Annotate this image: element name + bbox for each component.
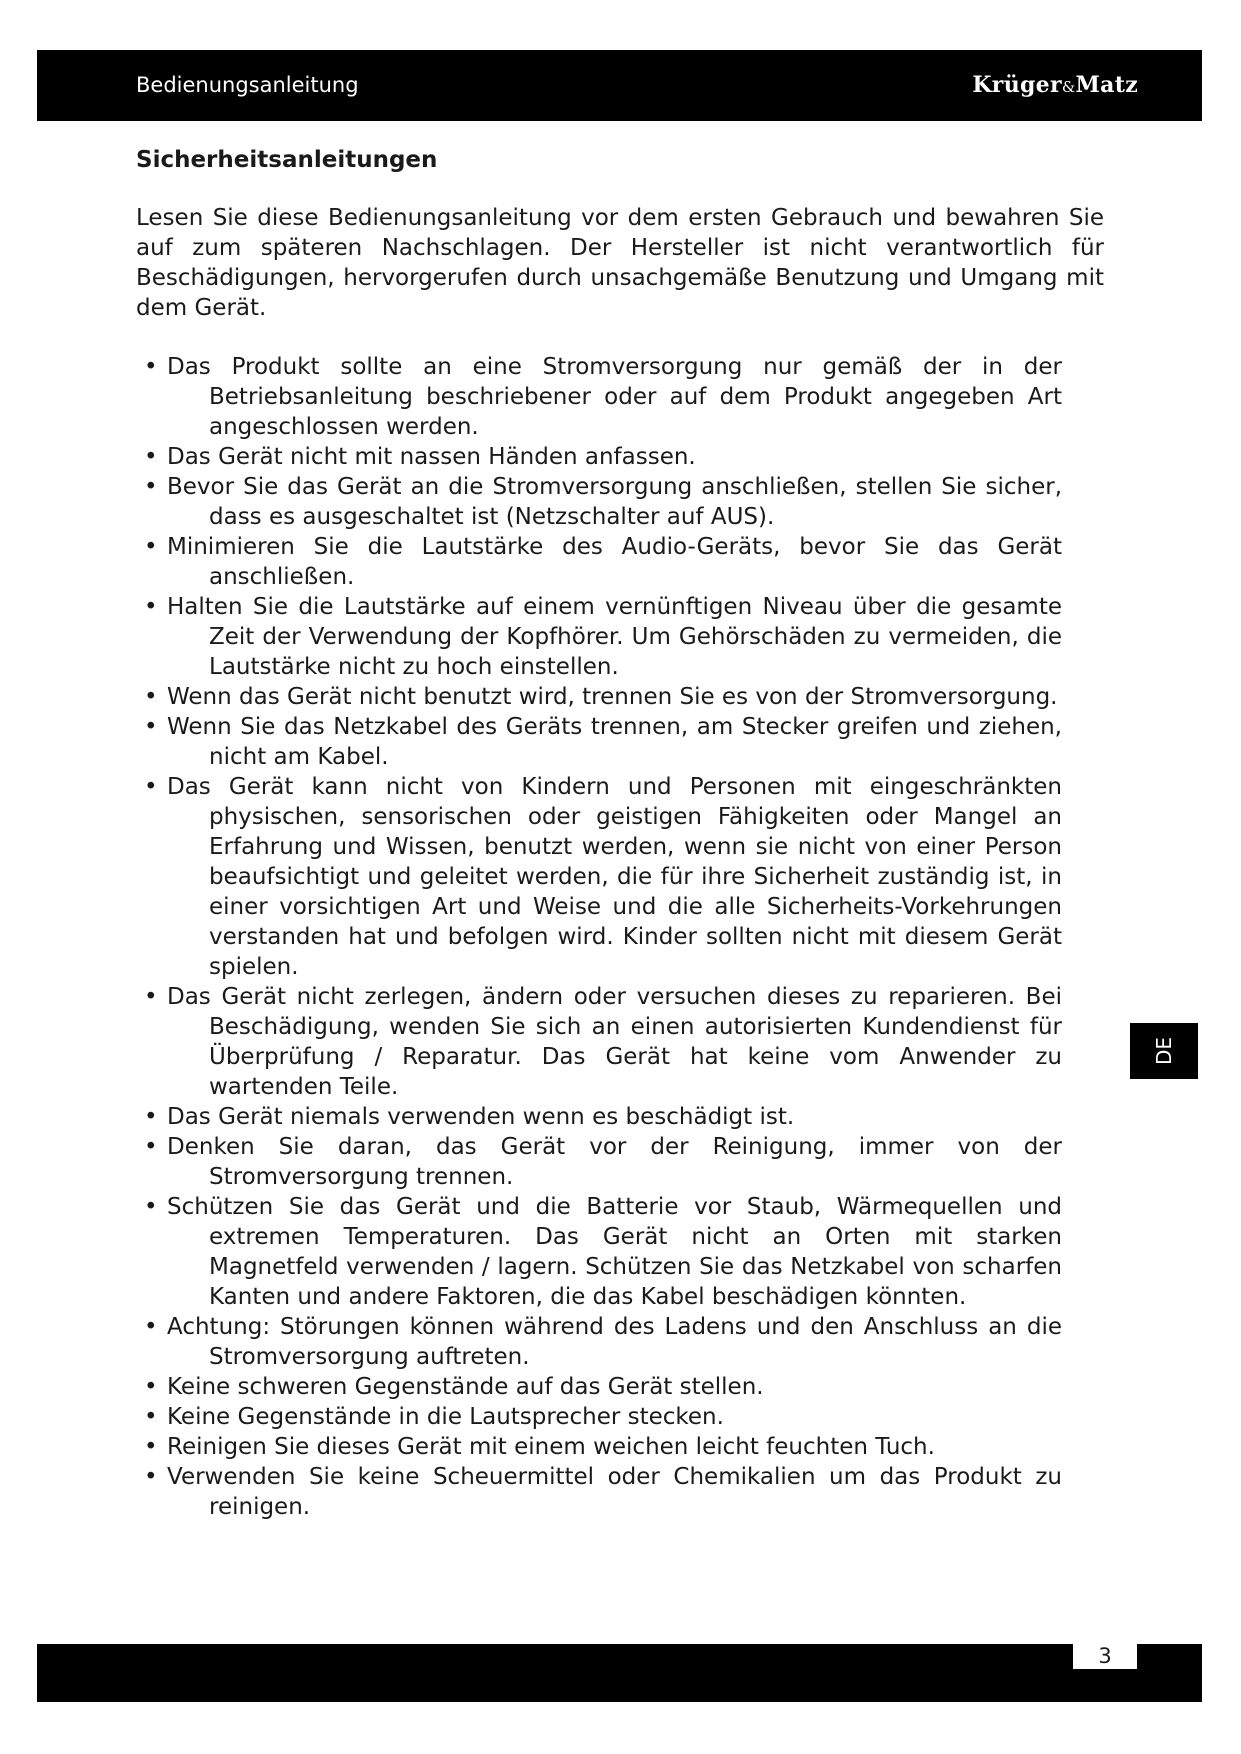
- list-item-text: Wenn Sie das Netzkabel des Geräts trennen, am Stecker greifen und ziehen, nicht am Kabel.: [167, 714, 1062, 770]
- list-item-text: Keine Gegenstände in die Lautsprecher stecken.: [167, 1404, 724, 1430]
- bullet-icon: •: [144, 534, 158, 560]
- bullet-icon: •: [144, 444, 158, 470]
- page-content: [136, 140, 1104, 1522]
- list-item: [136, 1372, 1104, 1402]
- brand-ampersand: &: [1061, 78, 1076, 96]
- list-item-text: Das Gerät nicht mit nassen Händen anfassen.: [167, 444, 696, 470]
- page-number: 3: [1073, 1643, 1137, 1669]
- list-item-text: Verwenden Sie keine Scheuermittel oder Chemikalien um das Produkt zu reinigen.: [167, 1464, 1062, 1520]
- bullet-icon: •: [144, 474, 158, 500]
- list-item: [136, 712, 1104, 772]
- header-bar: [37, 50, 1202, 121]
- language-tab-label: DE: [1152, 1036, 1176, 1066]
- list-item-text: Keine schweren Gegenstände auf das Gerät stellen.: [167, 1374, 764, 1400]
- bullet-icon: •: [144, 1404, 158, 1430]
- list-item-text: Das Produkt sollte an eine Stromversorgung nur gemäß der in der Betriebsanleitung beschriebener oder auf dem Produkt angegeben Art angeschlossen werden.: [167, 354, 1062, 440]
- list-item: [136, 1402, 1104, 1432]
- list-item-text: Minimieren Sie die Lautstärke des Audio-Geräts, bevor Sie das Gerät anschließen.: [167, 534, 1062, 590]
- list-item: [136, 1102, 1104, 1132]
- list-item-text: Schützen Sie das Gerät und die Batterie vor Staub, Wärmequellen und extremen Temperaturen. Das Gerät nicht an Orten mit starken Magnetfeld verwenden / lagern. Schützen Sie das Netzkabel von scharfen Kanten und andere Faktoren, die das Kabel beschädigen könnten.: [167, 1194, 1062, 1310]
- list-item: [136, 472, 1104, 532]
- section-title: Sicherheitsanleitungen: [136, 147, 438, 173]
- bullet-icon: •: [144, 1314, 158, 1340]
- bullet-icon: •: [144, 1194, 158, 1220]
- brand-name-main: Krüger: [972, 72, 1062, 98]
- list-item: [136, 1312, 1104, 1372]
- list-item-text: Halten Sie die Lautstärke auf einem vernünftigen Niveau über die gesamte Zeit der Verwendung der Kopfhörer. Um Gehörschäden zu vermeiden, die Lautstärke nicht zu hoch einstellen.: [167, 594, 1062, 680]
- list-item: [136, 1432, 1104, 1462]
- list-item-text: Wenn das Gerät nicht benutzt wird, trennen Sie es von der Stromversorgung.: [167, 684, 1058, 710]
- bullet-icon: •: [144, 594, 158, 620]
- list-item-text: Das Gerät kann nicht von Kindern und Personen mit eingeschränkten physischen, sensorischen oder geistigen Fähigkeiten oder Mangel an Erfahrung und Wissen, benutzt werden, wenn sie nicht von einer Person beaufsichtigt und geleitet werden, die für ihre Sicherheit zuständig ist, in einer vorsichtigen Art und Weise und die alle Sicherheits-Vorkehrungen verstanden hat und befolgen wird. Kinder sollten nicht mit diesem Gerät spielen.: [167, 774, 1062, 980]
- bullet-icon: •: [144, 714, 158, 740]
- list-item: [136, 592, 1104, 682]
- document-title: Bedienungsanleitung: [136, 73, 359, 97]
- list-item: [136, 442, 1104, 472]
- list-item: [136, 772, 1104, 982]
- list-item: [136, 1192, 1104, 1312]
- bullet-icon: •: [144, 774, 158, 800]
- bullet-icon: •: [144, 984, 158, 1010]
- footer-bar: [37, 1644, 1202, 1702]
- list-item: [136, 682, 1104, 712]
- intro-paragraph: Lesen Sie diese Bedienungsanleitung vor dem ersten Gebrauch und bewahren Sie auf zum späteren Nachschlagen. Der Hersteller ist nicht verantwortlich für Beschädigungen, hervorgerufen durch unsachgemäße Benutzung und Umgang mit dem Gerät.: [136, 205, 1104, 321]
- bullet-icon: •: [144, 1464, 158, 1490]
- list-item: [136, 1462, 1104, 1522]
- bullet-icon: •: [144, 684, 158, 710]
- list-item: [136, 1132, 1104, 1192]
- list-item: [136, 352, 1104, 442]
- bullet-icon: •: [144, 1374, 158, 1400]
- list-item: [136, 982, 1104, 1102]
- brand-name-tail: Matz: [1075, 72, 1138, 98]
- safety-instructions-list: [136, 352, 1104, 1522]
- brand-logo: [972, 50, 1138, 121]
- bullet-icon: •: [144, 354, 158, 380]
- list-item-text: Denken Sie daran, das Gerät vor der Reinigung, immer von der Stromversorgung trennen.: [167, 1134, 1062, 1190]
- bullet-icon: •: [144, 1134, 158, 1160]
- bullet-icon: •: [144, 1104, 158, 1130]
- language-tab: [1130, 1023, 1198, 1079]
- bullet-icon: •: [144, 1434, 158, 1460]
- list-item-text: Bevor Sie das Gerät an die Stromversorgung anschließen, stellen Sie sicher, dass es ausgeschaltet ist (Netzschalter auf AUS).: [167, 474, 1062, 530]
- list-item: [136, 532, 1104, 592]
- list-item-text: Das Gerät nicht zerlegen, ändern oder versuchen dieses zu reparieren. Bei Beschädigung, wenden Sie sich an einen autorisierten Kundendienst für Überprüfung / Reparatur. Das Gerät hat keine vom Anwender zu wartenden Teile.: [167, 984, 1062, 1100]
- list-item-text: Achtung: Störungen können während des Ladens und den Anschluss an die Stromversorgung auftreten.: [167, 1314, 1062, 1370]
- list-item-text: Das Gerät niemals verwenden wenn es beschädigt ist.: [167, 1104, 795, 1130]
- list-item-text: Reinigen Sie dieses Gerät mit einem weichen leicht feuchten Tuch.: [167, 1434, 935, 1460]
